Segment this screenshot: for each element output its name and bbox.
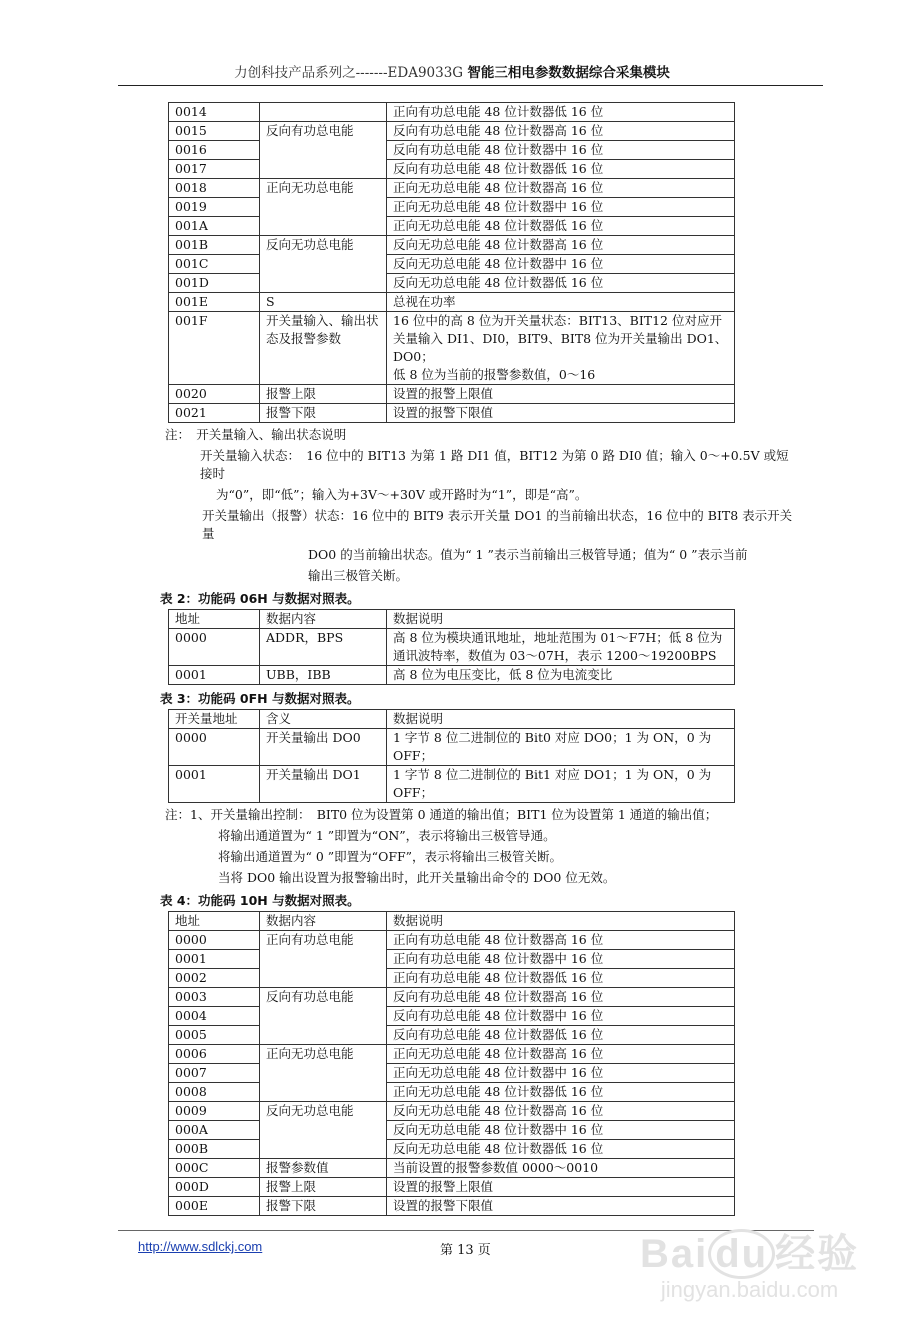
- note1-input-line2: 为“0”，即“低”；输入为+3V～+30V 或开路时为“1”，即是“高”。: [216, 487, 588, 502]
- table-cell: 0001: [169, 766, 260, 803]
- table-cell: 0001: [169, 950, 260, 969]
- column-header: 数据内容: [260, 610, 387, 629]
- table-cell: 0018: [169, 179, 260, 198]
- page-content: [160, 86, 800, 1216]
- table-cell: 正向无功总电能: [260, 179, 387, 236]
- table-cell: 0020: [169, 385, 260, 404]
- header-title: 智能三相电参数数据综合采集模块: [467, 65, 670, 81]
- table-cell: 000D: [169, 1178, 260, 1197]
- table3: [168, 709, 735, 803]
- table-header-row: [169, 710, 735, 729]
- table-row: [169, 236, 735, 255]
- table-row: [169, 1064, 735, 1083]
- table-row: [169, 141, 735, 160]
- column-header: 含义: [260, 710, 387, 729]
- table3-title: 表 3：功能码 0FH 与数据对照表。: [160, 691, 360, 706]
- table-cell: 0009: [169, 1102, 260, 1121]
- table-cell: 设置的报警上限值: [387, 385, 735, 404]
- table-row: [169, 1007, 735, 1026]
- table-cell: 反向有功总电能: [260, 988, 387, 1045]
- table-cell: 反向无功总电能 48 位计数器低 16 位: [387, 1140, 735, 1159]
- table-cell: 0008: [169, 1083, 260, 1102]
- table-row: [169, 179, 735, 198]
- table-cell: 反向无功总电能 48 位计数器低 16 位: [387, 274, 735, 293]
- table-cell: 开关量输入、输出状态及报警参数: [260, 312, 387, 385]
- table-cell: 设置的报警上限值: [387, 1178, 735, 1197]
- note1-output-line3: 输出三极管关断。: [308, 568, 409, 583]
- table-cell: 0002: [169, 969, 260, 988]
- table-cell: 设置的报警下限值: [387, 1197, 735, 1216]
- table-cell: 001B: [169, 236, 260, 255]
- table-cell: 001D: [169, 274, 260, 293]
- table-row: [169, 293, 735, 312]
- table-row: [169, 103, 735, 122]
- table-row: [169, 1102, 735, 1121]
- baidu-watermark: [640, 1231, 859, 1303]
- table-cell: 正向有功总电能 48 位计数器低 16 位: [387, 103, 735, 122]
- table-cell: [260, 103, 387, 122]
- table-row: [169, 1045, 735, 1064]
- table-cell: 正向无功总电能 48 位计数器高 16 位: [387, 1045, 735, 1064]
- column-header: 数据内容: [260, 912, 387, 931]
- table-cell: 0014: [169, 103, 260, 122]
- table-cell: 000A: [169, 1121, 260, 1140]
- table4-title: 表 4：功能码 10H 与数据对照表。: [160, 893, 360, 908]
- table-row: [169, 198, 735, 217]
- table-cell: 正向有功总电能: [260, 931, 387, 988]
- table-row: [169, 274, 735, 293]
- table-cell: 1 字节 8 位二进制位的 Bit0 对应 DO0；1 为 ON，0 为 OFF；: [387, 729, 735, 766]
- note1-output-line1: 开关量输出（报警）状态：16 位中的 BIT9 表示开关量 DO1 的当前输出状态，16 位中的 BIT8 表示开关量: [202, 508, 793, 541]
- table-cell: 反向有功总电能 48 位计数器低 16 位: [387, 160, 735, 179]
- table-cell: 反向无功总电能: [260, 236, 387, 293]
- table2-title: 表 2：功能码 06H 与数据对照表。: [160, 591, 360, 606]
- table-cell: 000B: [169, 1140, 260, 1159]
- table-cell: 001C: [169, 255, 260, 274]
- table-row: [169, 969, 735, 988]
- page-footer: [0, 1216, 904, 1328]
- table-row: [169, 312, 735, 385]
- table-cell: 反向无功总电能: [260, 1102, 387, 1159]
- table-cell: 反向有功总电能 48 位计数器低 16 位: [387, 1026, 735, 1045]
- table-row: [169, 931, 735, 950]
- page-header: [0, 0, 904, 82]
- note1-title: 注： 开关量输入、输出状态说明: [165, 427, 347, 442]
- table-cell: 0000: [169, 729, 260, 766]
- table-cell: 0001: [169, 666, 260, 685]
- table-row: [169, 988, 735, 1007]
- table-header-row: [169, 912, 735, 931]
- table-cell: 报警下限: [260, 404, 387, 423]
- table-row: [169, 217, 735, 236]
- table-cell: 正向无功总电能 48 位计数器中 16 位: [387, 1064, 735, 1083]
- website-link[interactable]: http://www.sdlckj.com: [138, 1239, 263, 1254]
- column-header: 数据说明: [387, 912, 735, 931]
- table-cell: 0019: [169, 198, 260, 217]
- table-row: [169, 666, 735, 685]
- table-cell: 0017: [169, 160, 260, 179]
- header-prefix: 力创科技产品系列之-------EDA9033G: [234, 65, 468, 81]
- table-cell: 000C: [169, 1159, 260, 1178]
- table-cell: 报警参数值: [260, 1159, 387, 1178]
- column-header: 数据说明: [387, 710, 735, 729]
- table-cell: 0003: [169, 988, 260, 1007]
- table-row: [169, 1178, 735, 1197]
- table-cell: 正向无功总电能 48 位计数器高 16 位: [387, 179, 735, 198]
- table-cell: 反向无功总电能 48 位计数器中 16 位: [387, 255, 735, 274]
- column-header: 地址: [169, 610, 260, 629]
- table-cell: 0000: [169, 629, 260, 666]
- table-row: [169, 385, 735, 404]
- table-row: [169, 629, 735, 666]
- table-cell: S: [260, 293, 387, 312]
- table-row: [169, 1140, 735, 1159]
- table2: [168, 609, 735, 685]
- table-cell: 正向无功总电能 48 位计数器低 16 位: [387, 1083, 735, 1102]
- table-cell: 正向无功总电能 48 位计数器低 16 位: [387, 217, 735, 236]
- table-header-row: [169, 610, 735, 629]
- table-cell: 1 字节 8 位二进制位的 Bit1 对应 DO1；1 为 ON，0 为 OFF；: [387, 766, 735, 803]
- note1-input-line1: 开关量输入状态： 16 位中的 BIT13 为第 1 路 DI1 值，BIT12 为第 0 路 DI0 值；输入 0～+0.5V 或短接时: [200, 448, 789, 481]
- table-cell: 0015: [169, 122, 260, 141]
- table-cell: 反向有功总电能 48 位计数器高 16 位: [387, 122, 735, 141]
- table-cell: 0005: [169, 1026, 260, 1045]
- table-cell: 高 8 位为电压变比，低 8 位为电流变比: [387, 666, 735, 685]
- table-cell: 总视在功率: [387, 293, 735, 312]
- table-cell: 报警上限: [260, 385, 387, 404]
- table-cell: 当前设置的报警参数值 0000～0010: [387, 1159, 735, 1178]
- table-cell: 正向有功总电能 48 位计数器低 16 位: [387, 969, 735, 988]
- table-cell: 001F: [169, 312, 260, 385]
- table-row: [169, 766, 735, 803]
- table-cell: 正向有功总电能 48 位计数器高 16 位: [387, 931, 735, 950]
- table-row: [169, 950, 735, 969]
- table-row: [169, 1159, 735, 1178]
- note2-line3: 将输出通道置为“ 0 ”即置为“OFF”，表示将输出三极管关断。: [218, 849, 563, 864]
- table-cell: 0006: [169, 1045, 260, 1064]
- table-cell: 001E: [169, 293, 260, 312]
- table-cell: 0021: [169, 404, 260, 423]
- table-row: [169, 1197, 735, 1216]
- note1-output-line2: DO0 的当前输出状态。值为“ 1 ”表示当前输出三极管导通；值为“ 0 ”表示当前: [308, 547, 748, 562]
- table-row: [169, 255, 735, 274]
- table-row: [169, 404, 735, 423]
- table-row: [169, 1083, 735, 1102]
- table-cell: 开关量输出 DO0: [260, 729, 387, 766]
- table-cell: 16 位中的高 8 位为开关量状态：BIT13、BIT12 位对应开关量输入 DI1、DI0，BIT9、BIT8 位为开关量输出 DO1、DO0； 低 8 位为当前的报警参数值，0～16: [387, 312, 735, 385]
- table-cell: 0004: [169, 1007, 260, 1026]
- table-cell: 0000: [169, 931, 260, 950]
- register-table-continued: [168, 102, 735, 423]
- table-row: [169, 160, 735, 179]
- watermark-site: jingyan.baidu.com: [660, 1277, 839, 1302]
- table-cell: 正向无功总电能 48 位计数器中 16 位: [387, 198, 735, 217]
- table-cell: 反向无功总电能 48 位计数器中 16 位: [387, 1121, 735, 1140]
- table-cell: 0016: [169, 141, 260, 160]
- note2-line2: 将输出通道置为“ 1 ”即置为“ON”，表示将输出三极管导通。: [218, 828, 556, 843]
- table-cell: 报警上限: [260, 1178, 387, 1197]
- table-cell: 反向有功总电能 48 位计数器高 16 位: [387, 988, 735, 1007]
- table-cell: 反向有功总电能 48 位计数器中 16 位: [387, 1007, 735, 1026]
- table-cell: ADDR，BPS: [260, 629, 387, 666]
- table-cell: 0007: [169, 1064, 260, 1083]
- column-header: 地址: [169, 912, 260, 931]
- table-row: [169, 1121, 735, 1140]
- table-cell: UBB，IBB: [260, 666, 387, 685]
- table-cell: 开关量输出 DO1: [260, 766, 387, 803]
- table-cell: 正向有功总电能 48 位计数器中 16 位: [387, 950, 735, 969]
- table-cell: 反向无功总电能 48 位计数器高 16 位: [387, 236, 735, 255]
- column-header: 数据说明: [387, 610, 735, 629]
- note2-line1: 注：1、开关量输出控制： BIT0 位为设置第 0 通道的输出值；BIT1 位为设置第 1 通道的输出值；: [165, 807, 718, 822]
- table-cell: 高 8 位为模块通讯地址，地址范围为 01～F7H；低 8 位为通讯波特率，数值为 03～07H，表示 1200～19200BPS: [387, 629, 735, 666]
- page-number: 第 13 页: [440, 1243, 491, 1258]
- table-cell: 001A: [169, 217, 260, 236]
- table-row: [169, 729, 735, 766]
- table-row: [169, 122, 735, 141]
- table-cell: 反向有功总电能 48 位计数器中 16 位: [387, 141, 735, 160]
- table-cell: 反向有功总电能: [260, 122, 387, 179]
- table-cell: 反向无功总电能 48 位计数器高 16 位: [387, 1102, 735, 1121]
- footer-row: [0, 1231, 904, 1327]
- table4: [168, 911, 735, 1216]
- table-row: [169, 1026, 735, 1045]
- table-cell: 正向无功总电能: [260, 1045, 387, 1102]
- note2-line4: 当将 DO0 输出设置为报警输出时，此开关量输出命令的 DO0 位无效。: [218, 870, 616, 885]
- column-header: 开关量地址: [169, 710, 260, 729]
- table-cell: 设置的报警下限值: [387, 404, 735, 423]
- table-cell: 报警下限: [260, 1197, 387, 1216]
- table-cell: 000E: [169, 1197, 260, 1216]
- watermark-logo-icon: Bai du 经验: [640, 1231, 859, 1277]
